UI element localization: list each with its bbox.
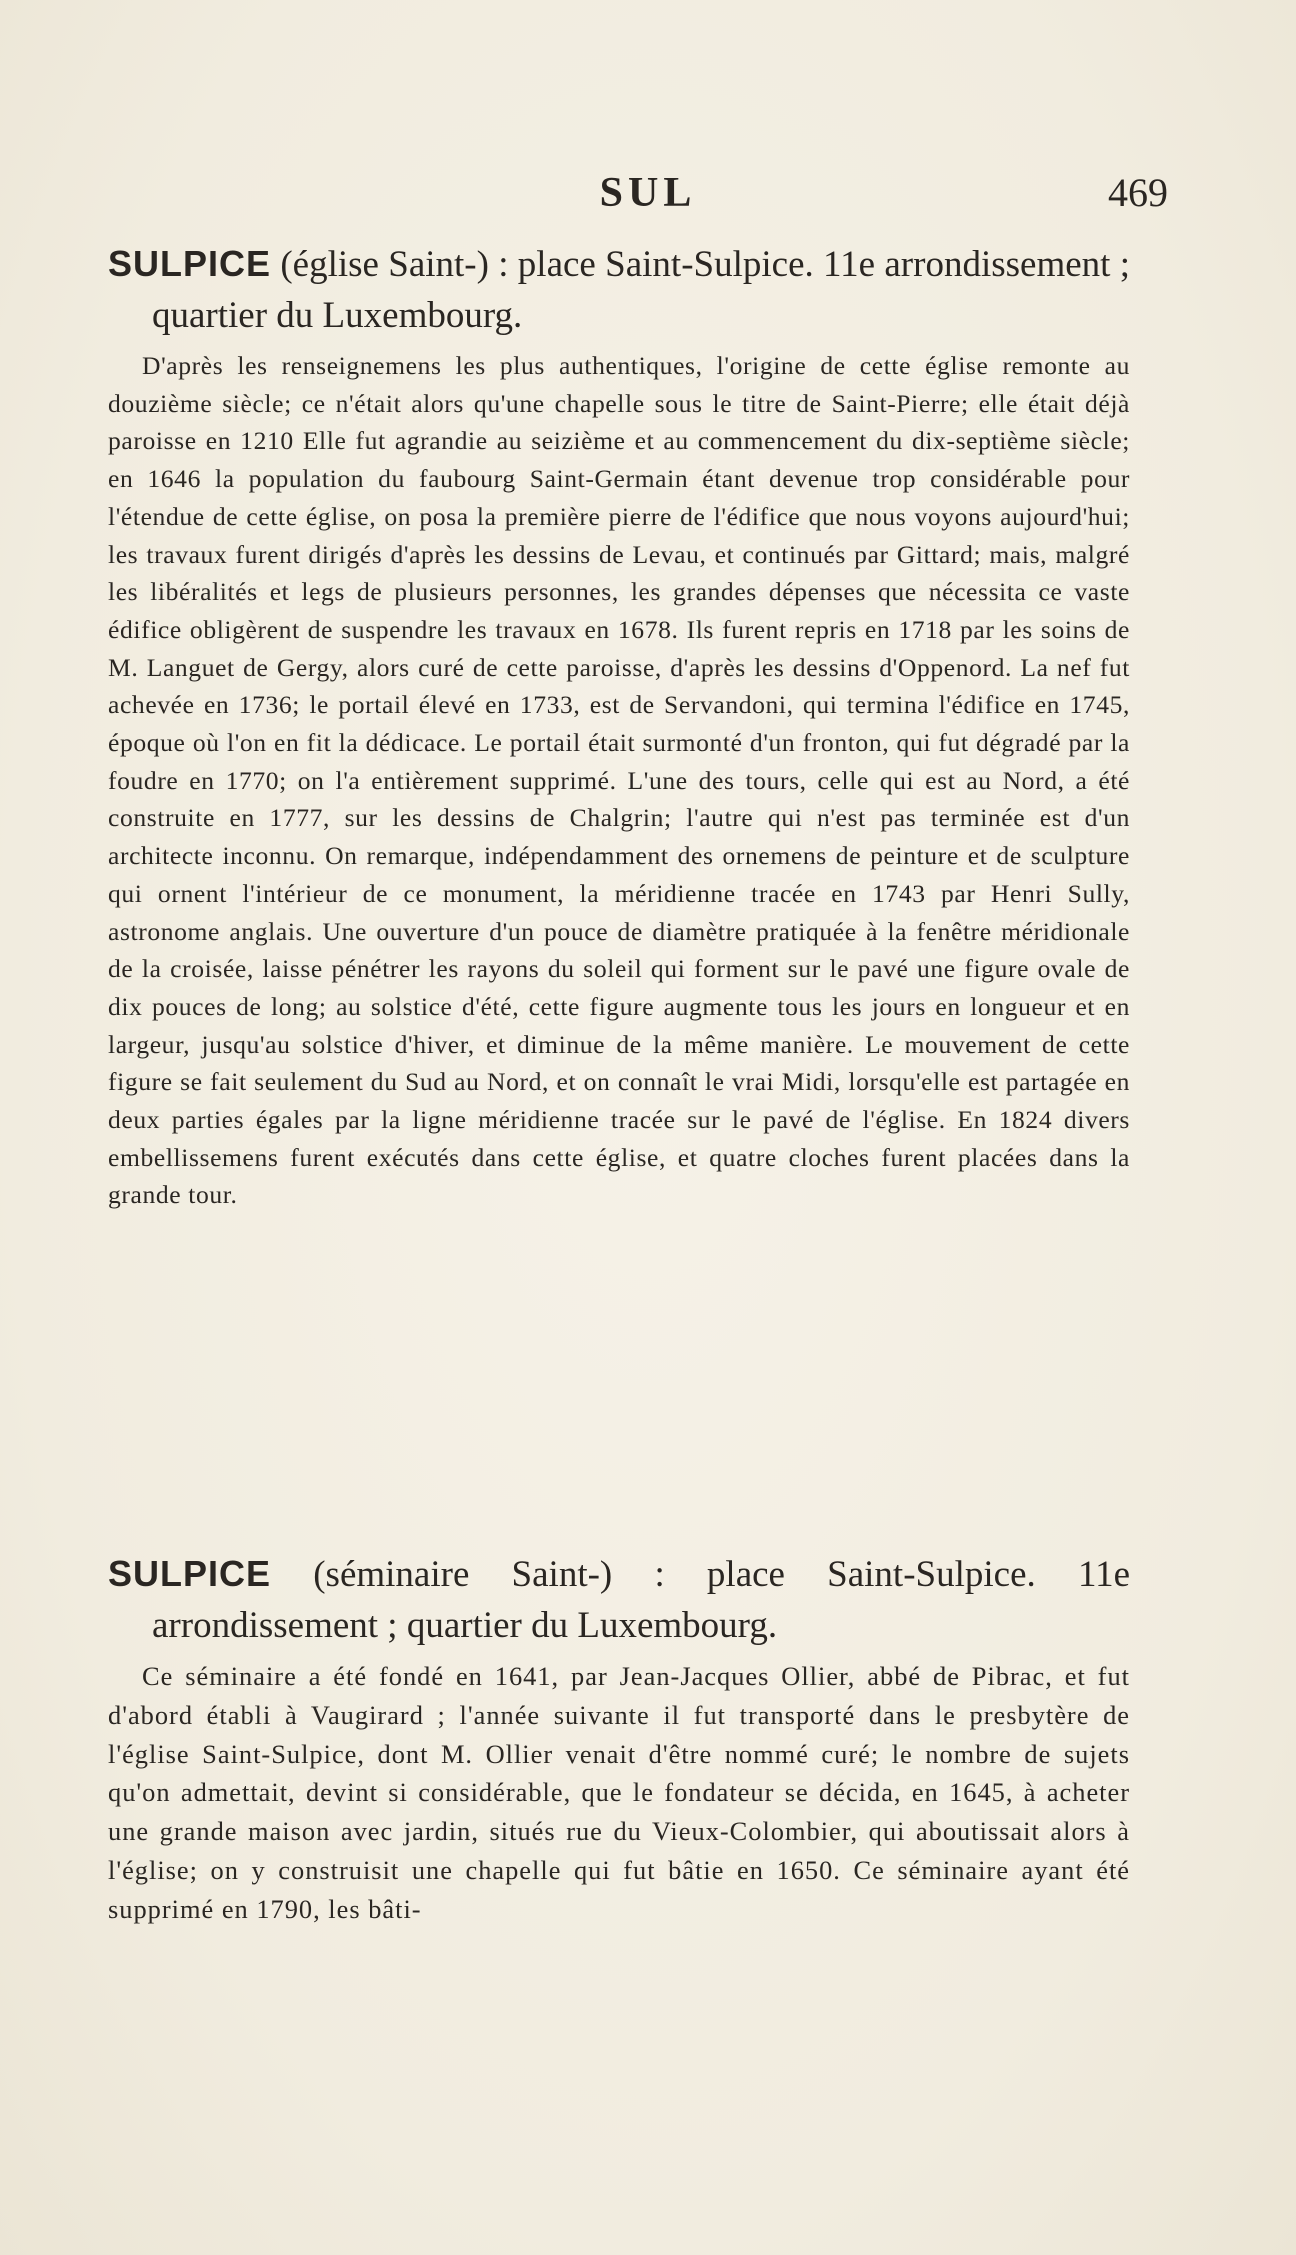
entry-seminaire-saint-sulpice: [108, 1548, 1130, 1929]
page-number: 469: [1108, 170, 1168, 215]
entry-heading-text: (séminaire Saint-) : place Saint-Sulpice. 11e arrondissement ; quartier du Luxembourg.: [152, 1554, 1130, 1646]
running-head: [0, 168, 1296, 218]
entry-body: D'après les renseignemens les plus authentiques, l'origine de cette église remonte au douzième siècle; ce n'était alors qu'une chapelle sous le titre de Saint-Pierre; elle était déjà paroisse en 1210 Elle fut agrandie au seizième et au commencement du dix-septième siècle; en 1646 la population du faubourg Saint-Germain étant devenue trop considérable pour l'étendue de cette église, on posa la première pierre de l'édifice que nous voyons aujourd'hui; les travaux furent dirigés d'après les dessins de Levau, et continués par Gittard; mais, malgré les libéralités et legs de plusieurs personnes, les grandes dépenses que nécessita ce vaste édifice obligèrent de suspendre les travaux en 1678. Ils furent repris en 1718 par les soins de M. Languet de Gergy, alors curé de cette paroisse, d'après les dessins d'Oppenord. La nef fut achevée en 1736; le portail élevé en 1733, est de Servandoni, qui termina l'édifice en 1745, époque où l'on en fit la dédicace. Le portail était surmonté d'un fronton, qui fut dégradé par la foudre en 1770; on l'a entièrement supprimé. L'une des tours, celle qui est au Nord, a été construite en 1777, sur les dessins de Chalgrin; l'autre qui n'est pas terminée est d'un architecte inconnu. On remarque, indépendamment des ornemens de peinture et de sculpture qui ornent l'intérieur de ce monument, la méridienne tracée en 1743 par Henri Sully, astronome anglais. Une ouverture d'un pouce de diamètre pratiquée à la fenêtre méridionale de la croisée, laisse pénétrer les rayons du soleil qui forment sur le pavé une figure ovale de dix pouces de long; au solstice d'été, cette figure augmente tous les jours en longueur et en largeur, jusqu'au solstice d'hiver, et diminue de la même manière. Le mouvement de cette figure se fait seulement du Sud au Nord, et on connaît le vrai Midi, lorsqu'elle est partagée en deux parties égales par la ligne méridienne tracée sur le pavé de l'église. En 1824 divers embellissemens furent exécutés dans cette église, et quatre cloches furent placées dans la grande tour.: [108, 351, 1130, 1210]
running-title: SUL: [599, 170, 697, 216]
entry-headword: SULPICE: [108, 1553, 272, 1594]
entry-heading: [108, 1548, 1130, 1651]
entry-eglise-saint-sulpice: [108, 238, 1130, 1214]
entry-body: Ce séminaire a été fondé en 1641, par Jean-Jacques Ollier, abbé de Pibrac, et fut d'abord établi à Vaugirard ; l'année suivante il fut transporté dans le presbytère de l'église Saint-Sulpice, dont M. Ollier venait d'être nommé curé; le nombre de sujets qu'on admettait, devint si considérable, que le fondateur se décida, en 1645, à acheter une grande maison avec jardin, situés rue du Vieux-Colombier, qui aboutissait alors à l'église; on y construisit une chapelle qui fut bâtie en 1650. Ce séminaire ayant été supprimé en 1790, les bâti-: [108, 1661, 1130, 1924]
entry-heading-text: (église Saint-) : place Saint-Sulpice. 11e arrondissement ; quartier du Luxembourg.: [152, 244, 1130, 336]
entry-heading: [108, 238, 1130, 341]
entry-headword: SULPICE: [108, 243, 272, 284]
